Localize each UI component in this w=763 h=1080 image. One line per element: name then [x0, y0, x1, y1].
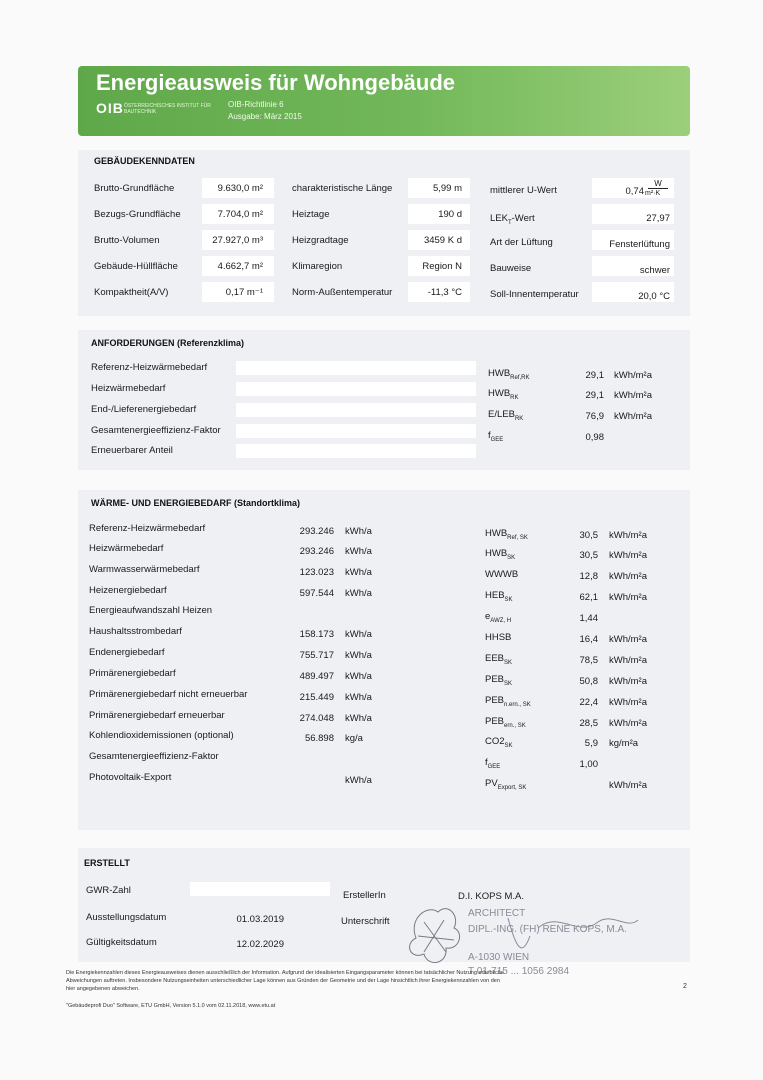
- energy-right-value: 30,5: [579, 530, 598, 541]
- energy-right-value: 1,44: [579, 613, 598, 624]
- energy-unit: kWh/a: [345, 526, 372, 537]
- requirement-abbr-abbr: HWB: [488, 388, 511, 399]
- energy-right-value: 50,8: [579, 676, 598, 687]
- energy-unit: kWh/a: [345, 567, 372, 578]
- energy-abbr-abbr: PEB: [485, 716, 505, 727]
- energy-abbr-abbr: f: [485, 757, 488, 768]
- energy-value: 597.544: [299, 588, 334, 599]
- energy-value: 293.246: [299, 526, 334, 537]
- stamp-line-2: DIPL.-ING. (FH) RENÉ KOPS, M.A.: [468, 924, 627, 935]
- building-label: Soll-Innentemperatur: [490, 289, 579, 300]
- building-label: Brutto-Volumen: [94, 235, 160, 246]
- requirement-abbr-subscript: RK: [510, 394, 519, 401]
- page-number: 2: [683, 983, 687, 990]
- building-value: 4.662,7 m²: [217, 261, 263, 272]
- energy-right-unit: kWh/m²a: [609, 718, 647, 729]
- energy-value: 293.246: [299, 546, 334, 557]
- requirement-abbr: [488, 388, 519, 401]
- energy-right-value: 78,5: [579, 655, 598, 666]
- created-title: ERSTELLT: [84, 858, 130, 868]
- u-unit-numerator: W: [648, 179, 668, 189]
- issue-date-label: Ausstellungsdatum: [86, 912, 167, 923]
- energy-label: Heizwärmebedarf: [89, 543, 164, 554]
- energy-unit: kWh/a: [345, 588, 372, 599]
- requirements-title: ANFORDERUNGEN (Referenzklima): [91, 338, 245, 348]
- energy-right-value: 16,4: [579, 634, 598, 645]
- energy-label: Kohlendioxidemissionen (optional): [89, 730, 234, 741]
- header-banner: [78, 66, 690, 136]
- energy-abbr: [485, 695, 531, 708]
- energy-value: 56.898: [304, 733, 334, 744]
- energy-abbr-abbr: HHSB: [485, 632, 512, 643]
- energy-abbr-abbr: PEB: [485, 695, 505, 706]
- energy-right-value: 22,4: [579, 697, 598, 708]
- energy-label: Photovoltaik-Export: [89, 772, 172, 783]
- energy-abbr: [485, 778, 526, 791]
- energy-right-unit: kWh/m²a: [609, 571, 647, 582]
- footer-disclaimer-2: Abweichungen auftreten. Insbesondere Nutzungseinheiten unterschiedlicher Lage können aus Gründen der Geometrie und der Lage hinsichtlich ihrer Energiekennzahlen von den: [66, 978, 500, 984]
- energy-abbr-abbr: CO2: [485, 736, 505, 747]
- energy-right-value: 12,8: [579, 571, 598, 582]
- energy-abbr-abbr: HWB: [485, 528, 508, 539]
- energy-unit: kWh/a: [345, 692, 372, 703]
- energy-unit: kWh/a: [345, 629, 372, 640]
- energy-abbr-abbr: PV: [485, 778, 498, 789]
- requirement-abbr: [488, 430, 503, 443]
- guideline-text: OIB-Richtlinie 6: [228, 100, 284, 109]
- stamp-line-3: A-1030 WIEN: [468, 952, 530, 963]
- building-data-title: GEBÄUDEKENNDATEN: [94, 156, 195, 166]
- energy-abbr-subscript: Ref, SK: [507, 534, 528, 541]
- building-value: schwer: [639, 265, 670, 276]
- requirement-unit: kWh/m²a: [614, 370, 652, 381]
- energy-label: Gesamtenergieeffizienz-Faktor: [89, 751, 219, 762]
- energy-right-unit: kWh/m²a: [609, 550, 647, 561]
- building-label: Kompaktheit(A/V): [94, 287, 169, 298]
- energy-abbr: [485, 716, 526, 729]
- energy-right-unit: kWh/m²a: [609, 530, 647, 541]
- energy-unit: kg/a: [345, 733, 363, 744]
- energy-abbr: [485, 569, 518, 582]
- building-value: -11,3 °C: [427, 287, 462, 298]
- energy-unit: kWh/a: [345, 775, 372, 786]
- energy-abbr-subscript: Export, SK: [497, 784, 527, 791]
- building-value: 5,99 m: [432, 183, 462, 194]
- requirement-bar-field: [236, 424, 476, 438]
- requirement-bar-field: [236, 361, 476, 375]
- requirement-value: 29,1: [585, 390, 604, 401]
- requirement-abbr: [488, 368, 530, 381]
- requirement-abbr-subscript: RK: [514, 415, 524, 422]
- energy-demand-title: WÄRME- UND ENERGIEBEDARF (Standortklima): [91, 498, 301, 508]
- issue-date-value: 01.03.2019: [236, 914, 284, 925]
- building-label: Art der Lüftung: [490, 237, 553, 248]
- energy-label: Haushaltsstrombedarf: [89, 626, 182, 637]
- building-label: Heizgradtage: [292, 235, 349, 246]
- energy-abbr-abbr: WWWB: [485, 569, 519, 580]
- energy-label: Primärenergiebedarf: [89, 668, 176, 679]
- energy-label: Heizenergiebedarf: [89, 585, 167, 596]
- energy-value: 489.497: [299, 671, 334, 682]
- energy-abbr-subscript: n.ern., SK: [504, 701, 531, 708]
- u-value: 0,74: [625, 186, 644, 197]
- building-label: Brutto-Grundfläche: [94, 183, 175, 194]
- footer-disclaimer-3: hier angegebenen abweichen.: [66, 986, 140, 992]
- energy-abbr-subscript: SK: [504, 659, 513, 666]
- lek-label: $LEK_T$-Wert: [490, 213, 535, 226]
- requirement-value: 0,98: [585, 432, 604, 443]
- energy-abbr: [485, 548, 515, 561]
- edition-text: Ausgabe: März 2015: [228, 112, 302, 121]
- creator-value: D.I. KOPS M.A.: [458, 891, 524, 902]
- building-label: Bezugs-Grundfläche: [94, 209, 181, 220]
- energy-right-value: 5,9: [584, 738, 598, 749]
- energy-abbr: [485, 736, 513, 749]
- energy-label: Endenergiebedarf: [89, 647, 165, 658]
- building-value: Region N: [422, 261, 462, 272]
- energy-right-value: 1,00: [579, 759, 598, 770]
- requirement-label: Heizwärmebedarf: [91, 383, 166, 394]
- energy-value: 158.173: [299, 629, 334, 640]
- energy-label: Referenz-Heizwärmebedarf: [89, 523, 206, 534]
- energy-unit: kWh/a: [345, 546, 372, 557]
- energy-abbr-subscript: SK: [504, 596, 513, 603]
- requirement-label: Referenz-Heizwärmebedarf: [91, 362, 208, 373]
- u-unit-denominator: m²·K: [645, 190, 661, 197]
- energy-abbr-subscript: AWZ, H: [490, 617, 512, 624]
- energy-right-unit: kWh/m²a: [609, 634, 647, 645]
- building-value: 27.927,0 m³: [212, 235, 263, 246]
- energy-abbr: [485, 632, 511, 645]
- energy-right-unit: kg/m²a: [609, 738, 639, 749]
- energy-abbr-abbr: e: [485, 611, 491, 622]
- requirement-abbr-abbr: HWB: [488, 368, 511, 379]
- energy-abbr-subscript: SK: [507, 554, 516, 561]
- requirement-label: Erneuerbarer Anteil: [91, 445, 173, 456]
- energy-abbr-subscript: GEE: [487, 763, 501, 770]
- validity-date-value: 12.02.2029: [236, 939, 284, 950]
- energy-abbr: [485, 757, 500, 770]
- energy-abbr-abbr: EEB: [485, 653, 505, 664]
- requirement-unit: kWh/m²a: [614, 411, 652, 422]
- requirement-abbr-subscript: GEE: [490, 436, 504, 443]
- building-value: 20,0 °C: [638, 291, 670, 302]
- building-value: 9.630,0 m²: [217, 183, 263, 194]
- energy-label: Warmwasserwärmebedarf: [89, 564, 200, 575]
- energy-label: Primärenergiebedarf erneuerbar: [89, 710, 225, 721]
- validity-date-label: Gültigkeitsdatum: [86, 937, 157, 948]
- energy-abbr: [485, 653, 512, 666]
- building-value: 190 d: [438, 209, 462, 220]
- requirement-label: End-/Lieferenergiebedarf: [91, 404, 197, 415]
- energy-right-unit: kWh/m²a: [609, 676, 647, 687]
- requirement-unit: kWh/m²a: [614, 390, 652, 401]
- energy-right-unit: kWh/m²a: [609, 780, 647, 791]
- energy-abbr: [485, 674, 512, 687]
- requirement-abbr-abbr: E/LEB: [488, 409, 515, 420]
- energy-right-unit: kWh/m²a: [609, 697, 647, 708]
- stamp-line-4: T 01-715 ... 1056 2984: [468, 966, 570, 977]
- gwr-field: [190, 882, 330, 896]
- building-label: Norm-Außentemperatur: [292, 287, 393, 298]
- building-value: 7.704,0 m²: [217, 209, 263, 220]
- building-label: Bauweise: [490, 263, 532, 274]
- footer-disclaimer-1: Die Energiekennzahlen dieses Energieausweises dienen ausschließlich der Information. Aufgrund der idealisierten Eingangsparameter können bei tatsächlicher Nutzung erhebliche: [66, 970, 504, 976]
- energy-abbr-abbr: HWB: [485, 548, 508, 559]
- energy-abbr-abbr: HEB: [485, 590, 505, 601]
- requirement-bar-field: [236, 444, 476, 458]
- building-label: Gebäude-Hüllfläche: [94, 261, 178, 272]
- building-label: Klimaregion: [292, 261, 343, 272]
- energy-abbr-subscript: ern., SK: [504, 722, 526, 729]
- energy-abbr: [485, 611, 511, 624]
- energy-abbr-subscript: SK: [504, 680, 513, 687]
- energy-abbr: [485, 590, 513, 603]
- software-note: "Gebäudeprofi Duo" Software, ETU GmbH, Version 5.1.0 vom 02.11.2018, www.etu.at: [66, 1003, 276, 1009]
- energy-abbr-abbr: PEB: [485, 674, 505, 685]
- document-title: Energieausweis für Wohngebäude: [96, 70, 455, 95]
- energy-value: 215.449: [299, 692, 334, 703]
- energy-abbr: [485, 528, 528, 541]
- signature-label: Unterschrift: [341, 916, 390, 927]
- building-value: Fensterlüftung: [609, 239, 670, 250]
- energy-unit: kWh/a: [345, 713, 372, 724]
- requirement-value: 29,1: [585, 370, 604, 381]
- oib-logo: OIB: [96, 100, 124, 116]
- building-label: Heiztage: [292, 209, 330, 220]
- requirement-abbr: [488, 409, 523, 422]
- energy-value: 123.023: [299, 567, 334, 578]
- energy-right-value: 62,1: [579, 592, 598, 603]
- building-label: charakteristische Länge: [292, 183, 393, 194]
- building-value: 0,17 m⁻¹: [225, 287, 263, 298]
- energy-unit: kWh/a: [345, 650, 372, 661]
- building-label: mittlerer U-Wert: [490, 185, 557, 196]
- energy-label: Primärenergiebedarf nicht erneuerbar: [89, 689, 248, 700]
- requirement-abbr-subscript: Ref,RK: [510, 374, 530, 381]
- requirement-label: Gesamtenergieeffizienz-Faktor: [91, 425, 221, 436]
- requirement-value: 76,9: [585, 411, 604, 422]
- energy-value: 755.717: [299, 650, 334, 661]
- requirement-abbr-abbr: f: [488, 430, 491, 441]
- oib-logo-subtitle: ÖSTERREICHISCHES INSTITUT FÜR BAUTECHNIK: [124, 103, 211, 115]
- energy-right-unit: kWh/m²a: [609, 592, 647, 603]
- requirement-bar-field: [236, 382, 476, 396]
- energy-right-value: 28,5: [579, 718, 598, 729]
- requirement-bar-field: [236, 403, 476, 417]
- stamp-line-1: ARCHITECT: [468, 908, 526, 919]
- building-value: 27,97: [646, 213, 670, 224]
- energy-value: 274.048: [299, 713, 334, 724]
- energy-abbr-subscript: SK: [504, 742, 513, 749]
- energy-right-unit: kWh/m²a: [609, 655, 647, 666]
- energy-label: Energieaufwandszahl Heizen: [89, 605, 213, 616]
- gwr-label: GWR-Zahl: [86, 885, 131, 896]
- energy-right-value: 30,5: [579, 550, 598, 561]
- building-value: 3459 K d: [423, 235, 462, 246]
- energy-unit: kWh/a: [345, 671, 372, 682]
- official-stamp: [398, 898, 688, 978]
- creator-label: ErstellerIn: [343, 890, 386, 901]
